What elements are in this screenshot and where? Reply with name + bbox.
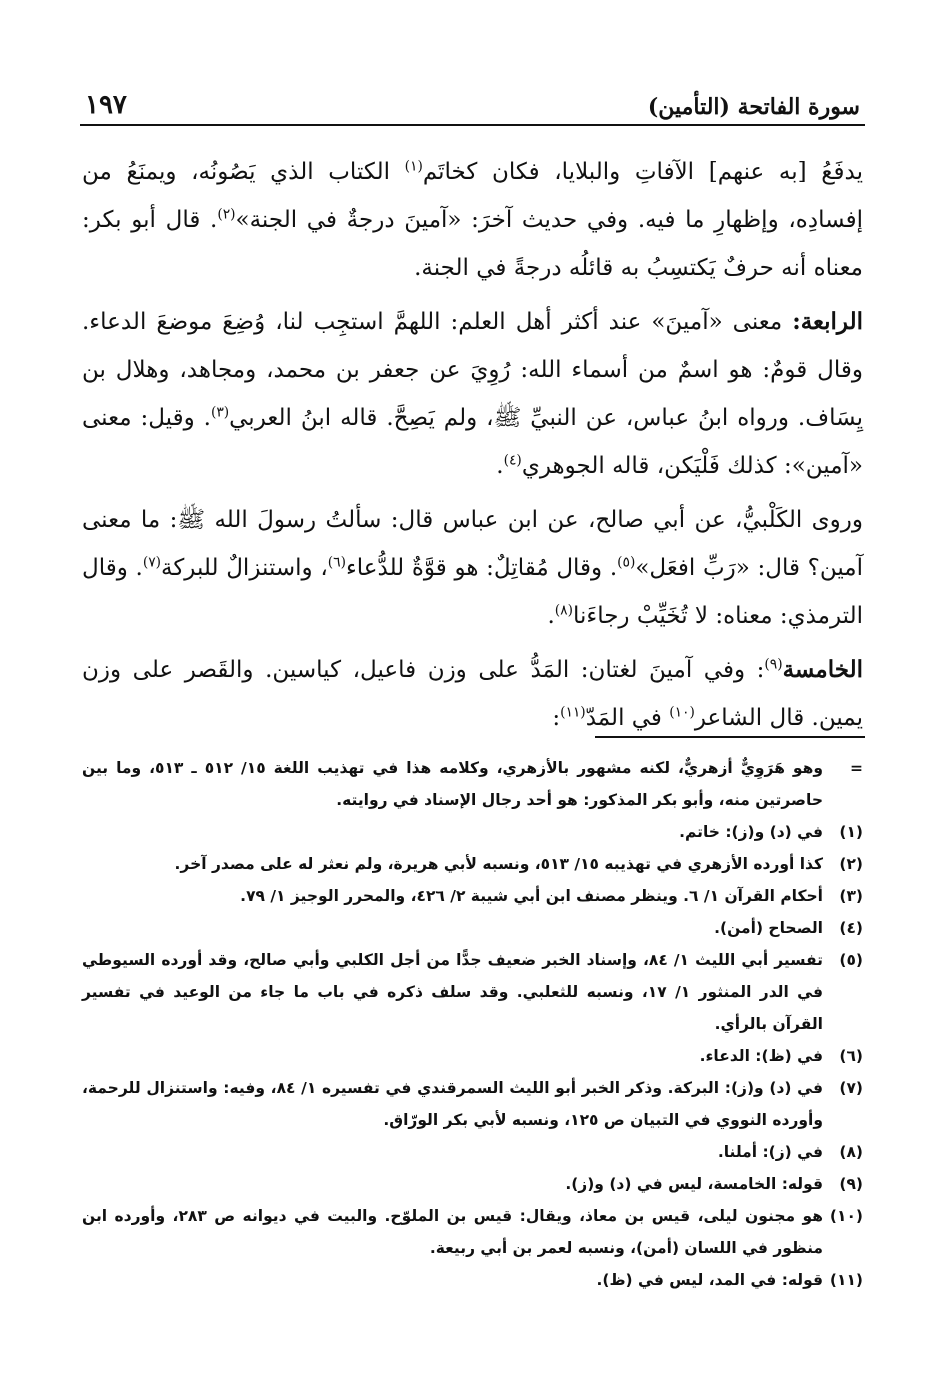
text-run: . <box>496 453 504 479</box>
footnote-mark: (٨) <box>839 1143 863 1161</box>
footnote-item <box>82 1040 863 1072</box>
footnote-ref[interactable]: (٣) <box>210 404 230 421</box>
section-keyword: الرابعة: <box>792 308 863 335</box>
text-run: ، واستنزالٌ للبركة <box>161 555 328 581</box>
footnote-ref[interactable]: (٤) <box>503 452 522 469</box>
footnote-item <box>82 1136 863 1168</box>
footnote-mark: (٥) <box>839 951 863 969</box>
footnote-mark: (٤) <box>839 919 863 937</box>
page-number: ١٩٧ <box>85 90 127 120</box>
text-run: : وفي آمينَ لغتان: المَدُّ على وزن فاعيل، كياسين. والقَصر على وزن يمين. قال الشاعر <box>82 657 863 731</box>
paragraph-1 <box>82 148 863 292</box>
footnote-ref[interactable]: (١١) <box>560 704 586 721</box>
text-run: . قال أبو بكر: معناه أنه حرفٌ يَكتسِبُ به قائلُه درجةً في الجنة. <box>82 207 863 281</box>
text-run: . <box>547 603 555 629</box>
text-run: . وقيل: معنى «آمين»: كذلك فَلْيَكن، قاله الجوهري <box>82 405 863 479</box>
text-run: . وقال مُقاتِلٌ: هو قوَّةٌ للدُّعاء <box>345 555 618 581</box>
footnote-text: في (ظ): الدعاء. <box>699 1047 823 1065</box>
footnote-mark: (٣) <box>839 887 863 905</box>
footnote-mark: = <box>850 759 863 777</box>
footnote-item <box>82 848 863 880</box>
footnote-ref[interactable]: (٧) <box>142 554 162 571</box>
footnote-item <box>82 1200 863 1264</box>
footnote-text: قوله: في المد، ليس في (ظ). <box>596 1271 823 1289</box>
footnote-text: في (د) و(ز): خاتم. <box>679 823 823 841</box>
footnote-text: أحكام القرآن ١/ ٦. وينظر مصنف ابن أبي شيبة ٢/ ٤٢٦، والمحرر الوجيز ١/ ٧٩. <box>240 887 823 905</box>
footnote-mark: (٧) <box>839 1079 863 1097</box>
footnote-mark: (٦) <box>839 1047 863 1065</box>
paragraph-2 <box>82 298 863 490</box>
footnote-ref[interactable]: (٦) <box>327 554 346 571</box>
footnote-mark: (٩) <box>839 1175 863 1193</box>
footnote-text: الصحاح (أمن). <box>714 919 823 937</box>
footnote-ref[interactable]: (٨) <box>554 602 573 619</box>
paragraph-4 <box>82 646 863 742</box>
footnote-text: وهو هَرَوِيٌّ أزهريٌّ، لكنه مشهور بالأزهري، وكلامه هذا في تهذيب اللغة ١٥/ ٥١٢ ـ ٥١٣، وما بين حاصرتين منه، وأبو بكر المذكور: هو أحد رجال الإسناد في روايته. <box>82 759 824 809</box>
chapter-title: سورة الفاتحة (التأمين) <box>647 94 860 120</box>
paragraph-3 <box>82 496 863 640</box>
footnote-mark: (١٠) <box>829 1207 863 1225</box>
footnote-item <box>82 944 863 1040</box>
footnote-ref[interactable]: (٥) <box>617 554 636 571</box>
header-divider <box>80 124 865 126</box>
footnote-divider <box>595 736 865 738</box>
footnote-text: كذا أورده الأزهري في تهذيبه ١٥/ ٥١٣، ونسبه لأبي هريرة، ولم نعثر له على مصدر آخر. <box>174 855 823 873</box>
footnote-mark: (١١) <box>829 1271 863 1289</box>
text-run: . وقال الترمذي: معناه: لا تُخَيِّبْ رجاءَنا <box>82 555 863 629</box>
text-run: وروى الكَلْبيُّ، عن أبي صالح، عن ابن عباس قال: سألتُ رسولَ الله ﷺ: ما معنى آمين؟ قال: «رَبِّ افعَل» <box>82 507 863 581</box>
footnote-text: تفسير أبي الليث ١/ ٨٤، وإسناد الخبر ضعيف جدًّا من أجل الكلبي وأبي صالح، وقد أورده السيوطي في الدر المنثور ١/ ١٧، ونسبه للثعلبي. وقد سلف ذكره في باب ما جاء من الوعيد في تفسير القرآن بالرأي. <box>82 951 824 1033</box>
footnote-item <box>82 752 863 816</box>
footnote-ref[interactable]: (١٠) <box>669 704 695 721</box>
footnote-ref[interactable]: (٩) <box>764 656 783 673</box>
footnote-item <box>82 912 863 944</box>
text-run: معنى «آمينَ» عند أكثر أهل العلم: اللهمَّ استجِب لنا، وُضِعَ موضعَ الدعاء. وقال قومٌ: هو اسمٌ من أسماء الله: رُوِيَ عن جعفر بن محمد، ومجاهد، وهلال بن يِسَاف. ورواه ابنُ عباس، عن النبيِّ ﷺ، ولم يَصِحَّ. قاله ابنُ العربي <box>82 309 864 431</box>
footnote-text: في (د) و(ز): البركة. وذكر الخبر أبو الليث السمرقندي في تفسيره ١/ ٨٤، وفيه: واستنزال للرحمة، وأورده النووي في التبيان ص ١٢٥، ونسبه لأبي بكر الورّاق. <box>82 1079 823 1129</box>
footnote-ref[interactable]: (٢) <box>217 206 236 223</box>
footnote-item <box>82 1072 863 1136</box>
footnote-mark: (٢) <box>839 855 863 873</box>
text-run: في المَدّ <box>585 705 670 731</box>
footnote-text: قوله: الخامسة، ليس في (د) و(ز). <box>565 1175 823 1193</box>
text-run: الكتاب الذي يَصُونُه، ويمنَعُ من إفسادِه، وإظهارِ ما فيه. وفي حديث آخرَ: «آمينَ درجةٌ في الجنة» <box>82 159 863 233</box>
footnote-item <box>82 880 863 912</box>
section-keyword: الخامسة <box>782 656 863 683</box>
footnote-text: هو مجنون ليلى، قيس بن معاذ، ويقال: قيس بن الملوّح. والبيت في ديوانه ص ٢٨٣، وأورده ابن منظور في اللسان (أمن)، ونسبه لعمر بن أبي ربيعة. <box>82 1207 823 1257</box>
running-header <box>85 78 860 120</box>
footnote-text: في (ز): أملنا. <box>717 1143 823 1161</box>
footnote-mark: (١) <box>839 823 863 841</box>
footnote-item <box>82 1264 863 1296</box>
footnote-item <box>82 816 863 848</box>
footnotes-section <box>82 752 863 1296</box>
main-text <box>82 148 863 748</box>
footnote-item <box>82 1168 863 1200</box>
text-run: يدفَعُ [به عنهم] الآفاتِ والبلايا، فكان كخاتَم <box>422 159 863 185</box>
footnote-ref[interactable]: (١) <box>404 158 423 175</box>
text-run: : <box>552 705 561 731</box>
